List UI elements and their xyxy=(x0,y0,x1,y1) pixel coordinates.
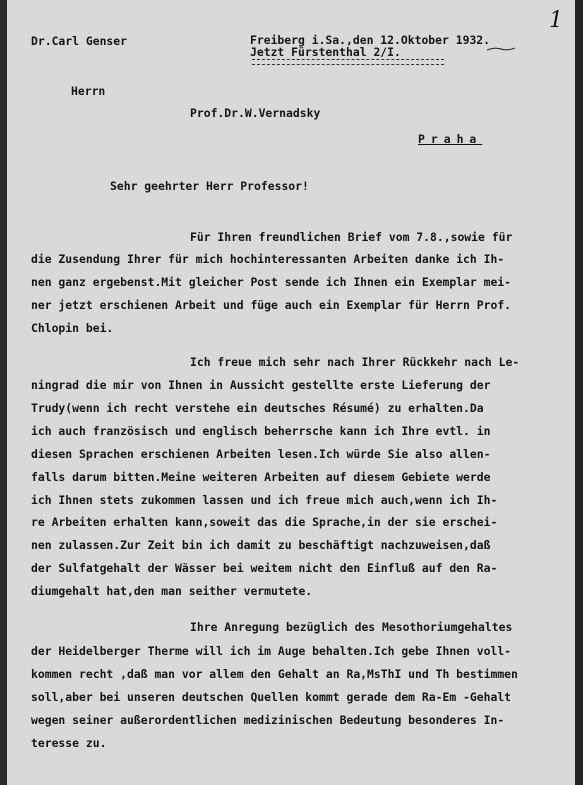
body-line-17: Ihre Anregung bezüglich des Mesothoriumgehaltes xyxy=(190,620,513,634)
place-date: Freiberg i.Sa.,den 12.Oktober 1932. xyxy=(250,33,491,47)
current-address: Jetzt Fürstenthal 2/I. xyxy=(250,45,401,59)
body-line-21: wegen seiner außerordentlichen medizinischen Bedeutung besonderes In- xyxy=(31,713,505,727)
pen-mark xyxy=(486,46,516,52)
body-line-22: teresse zu. xyxy=(31,736,107,750)
scan-edge-left xyxy=(0,0,7,785)
body-line-4: ner jetzt erschienen Arbeit und füge auch ein Exemplar für Herrn Prof. xyxy=(31,298,512,312)
recipient-salutation: Herrn xyxy=(71,84,106,98)
body-line-5: Chlopin bei. xyxy=(31,321,114,335)
sender-name: Dr.Carl Genser xyxy=(31,34,128,48)
body-line-19: kommen recht ,daß man vor allem den Gehalt an Ra,MsThI und Th bestimmen xyxy=(31,667,518,681)
body-line-6: Ich freue mich sehr nach Ihrer Rückkehr nach Le- xyxy=(190,355,520,369)
body-line-10: diesen Sprachen erschienen Arbeiten lesen.Ich würde Sie also allen- xyxy=(31,447,491,461)
body-line-7: ningrad die mir von Ihnen in Aussicht gestellte erste Lieferung der xyxy=(31,378,491,392)
greeting: Sehr geehrter Herr Professor! xyxy=(110,179,309,193)
body-line-11: falls darum bitten.Meine weiteren Arbeiten auf diesem Gebiete werde xyxy=(31,470,491,484)
body-line-12: ich Ihnen stets zukommen lassen und ich freue mich auch,wenn ich Ih- xyxy=(31,493,498,507)
body-line-8: Trudy(wenn ich recht verstehe ein deutsches Résumé) zu erhalten.Da xyxy=(31,401,484,415)
body-line-1: Für Ihren freundlichen Brief vom 7.8.,sowie für xyxy=(190,230,513,244)
recipient-city: Praha xyxy=(418,132,483,146)
address-underline xyxy=(252,59,444,65)
body-line-16: diumgehalt hat,den man seither vermutete. xyxy=(31,584,313,598)
body-line-13: re Arbeiten erhalten kann,soweit das die Sprache,in der sie erschei- xyxy=(31,515,498,529)
page-number: 1 xyxy=(549,8,563,33)
body-line-20: soll,aber bei unseren deutschen Quellen kommt gerade dem Ra-Em -Gehalt xyxy=(31,690,512,704)
body-line-2: die Zusendung Ihrer für mich hochinteressanten Arbeiten danke ich Ih- xyxy=(31,252,505,266)
scan-edge-right xyxy=(575,0,583,785)
body-line-18: der Heidelberger Therme will ich im Auge behalten.Ich gebe Ihnen voll- xyxy=(31,644,512,658)
body-line-9: ich auch französisch und englisch beherrsche kann ich Ihre evtl. in xyxy=(31,424,491,438)
body-line-3: nen ganz ergebenst.Mit gleicher Post sende ich Ihnen ein Exemplar mei- xyxy=(31,275,512,289)
recipient-name: Prof.Dr.W.Vernadsky xyxy=(190,106,321,120)
body-line-15: der Sulfatgehalt der Wässer bei weitem nicht den Einfluß auf den Ra- xyxy=(31,561,498,575)
body-line-14: nen zulassen.Zur Zeit bin ich damit zu beschäftigt nachzuweisen,daß xyxy=(31,538,491,552)
